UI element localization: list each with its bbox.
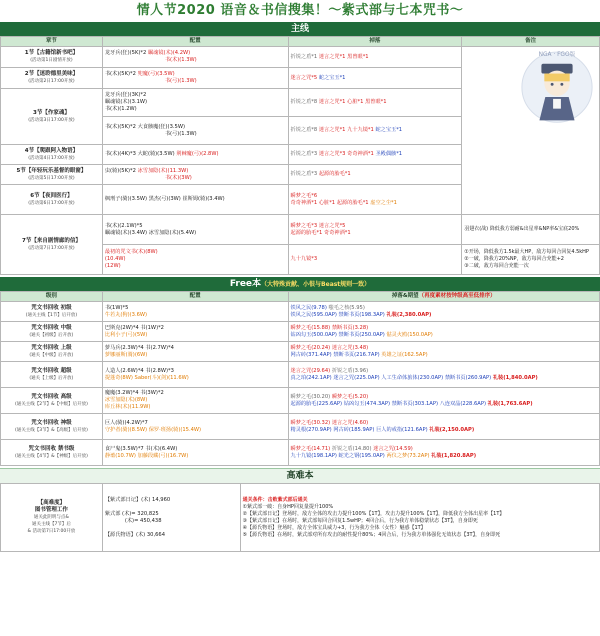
level-cell: 咒文书回收 禁书级 (通关主线【4节】&【神级】后开放) — [1, 440, 103, 466]
table-row — [1, 47, 600, 68]
level-cell: 咒文书回收 上级 (通关【中级】后开放) — [1, 342, 103, 362]
free-table — [0, 291, 600, 466]
level-cell: 咒文书回收 超级 (通关【上级】后开放) — [1, 362, 103, 388]
header-config: 配置 — [102, 292, 288, 302]
drop-cell: 瞬梦之毛(30.20) 瞬梦之毛(5.20) 起源的胎毛(225.6AP) 钻凶勾玉(474.3AP) 禁断书页(303.1AP) 八连双晶(228.6AP) 礼装(1,763.6AP) — [288, 388, 599, 414]
table-row — [1, 302, 600, 322]
drop-cell: 瞬梦之毛(15.88) 禁断书页(3.28) 钻凶勾玉(500.0AP) 禁断书页(250.0AP) 骷灵火鸥(150.0AP) — [288, 322, 599, 342]
level-cell: 咒文书回收 初级 (通关主线【1节】后开放) — [1, 302, 103, 322]
main-header-row — [1, 37, 600, 47]
free-header-row — [1, 292, 600, 302]
drop-cell: 瞬梦之毛(14.71) 折锐之盾(14.80) 迷言之咒(14.59) 九十九镜(198.1AP) 蛇光之钢(195.0AP) 两仪之梦(73.2AP) 礼装(1,820.8AP) — [288, 440, 599, 466]
chapter-cell: 5节【年轻玩乐基督的眼窗】 (活动第5日17:00开放) — [1, 165, 103, 185]
main-table — [0, 36, 600, 275]
header-drop: 掉落&期望（再度素材按钟级高至低排序） — [288, 292, 599, 302]
config-cell: 龙牙兵(狂)(5K)*2 瞩魂镜(术)(4.2W) 书(术)(1.3W) — [102, 47, 288, 68]
table-row — [1, 215, 600, 245]
drop-cell: 折锐之盾*3 起源的胎毛*1 — [288, 165, 462, 185]
watermark-text: NGA · FGO版 — [538, 52, 576, 58]
config-cell: 书(术)(5K)*2 大食骸魔(狂)(3.5W) 书(弓)(1.3W) — [102, 117, 288, 145]
note-cell: 羽翅衣(战) 降低我方弱耐&出星率&NP率&宝底20% — [462, 215, 600, 245]
config-cell: 龙牙兵(狂)(3K)*2 瞩魂镜(术)(3.1W) 书(术)(1.2W) — [102, 89, 288, 117]
high-section-title: 高难本 — [0, 468, 600, 483]
mascot-watermark-icon — [518, 45, 596, 145]
config-cell: 虫(骑)(5K)*2 冰雪加隐(术)(11.3W) 书(术)(3W) — [102, 165, 288, 185]
table-row — [1, 362, 600, 388]
high-table — [0, 483, 600, 552]
table-row — [1, 322, 600, 342]
chapter-cell: 1节【古籍馆新书吧】 (活动第1日剧情开放) — [1, 47, 103, 68]
drop-cell: 迷言之咒*5 蛇之宝玉*1 — [288, 68, 462, 89]
config-cell: 枫刑子(骑)(3.5W) 黑杰(弓)(3W) 崔斯姆(骑)(3.4W) — [102, 185, 288, 215]
chapter-cell: 2节【迷聆德里美味】 (活动第2日17:00开放) — [1, 68, 103, 89]
header-drop: 掉落 — [288, 37, 462, 47]
config-cell: 书(术)(2.1W)*5 瞩魂镜(术)(3.4W) 冰雪加隐(术)(5.4W) — [102, 215, 288, 245]
drop-cell: 迷言之咒(29.64) 折锐之盾(3.96) 真之珀(242.1AP) 迷言之咒(225.0AP) 人工生命体旅体(230.0AP) 禁断书页(260.9AP) 礼装(1,840.0AP) — [288, 362, 599, 388]
chapter-cell: 3节【作家魂】 (活动第3日17:00开放) — [1, 89, 103, 145]
drop-cell: 瞬梦之毛(20.24) 迷言之咒(3.48) 网古砖(371.4AP) 禁断书页(216.7AP) 英雄之证(162.5AP) — [288, 342, 599, 362]
level-cell: 咒文书回收 中级 (通关【初级】后开放) — [1, 322, 103, 342]
chapter-cell: 4节【爬跟阿入物语】 (活动第4日17:00开放) — [1, 145, 103, 165]
drop-cell: 瞬梦之毛*3 迷言之咒*5 起源的胎毛*1 奇奇神酒*1 — [288, 215, 462, 245]
config-cell: 人造人(2.6W)*4 书(2.8W)*3 提蓬奇(8W) Saber(斗)(剑)(11.6W) — [102, 362, 288, 388]
header-config: 配置 — [102, 37, 288, 47]
chapter-cell: 7节【来自剧情廊的信】 (活动第7日17:00开放) — [1, 215, 103, 275]
note-cell: ①开场，降低我方1.5k最大HP，敌方每回合回复4.5kHP ②一破，降我方20%NP，敌方每回合充能+2 ③二破，敌方每回合充能一次 — [462, 245, 600, 275]
drop-cell: 瞬梦之毛*6 奇奇神酒*1 心脏*1 起源的胎毛*1 虚空之尘*1 — [288, 185, 462, 215]
drop-cell: 折锐之盾*3 迷言之咒*3 奇奇神酒*1 圣殿偶骸*1 — [288, 145, 462, 165]
chapter-cell: 6节【夜间医行】 (活动第6日17:00开放) — [1, 185, 103, 215]
header-level: 级别 — [1, 292, 103, 302]
config-cell: 魔魔(3.2W)*4 书(3W)*2 冰雪加隐(术)(8W) 库丘林(术)(11.9W) — [102, 388, 288, 414]
high-conditions-cell: 通关条件：击败紫式部后通关 ①紫式部一破：自身HP回复量提升100% ②【紫式部日记】登场时，敌方全体的攻击力提升100%【1T】，攻击力提升100%【1T】，降低我方全体出星率【1T】 ③【紫式部日记】在场时，紫式部每回合回复1.5wHP；4回合后，行为我方单体稳蒙状态【3T】，自身即死 ④【源氏物语】登场时，敌方全体宝具威力+3，行为我方全体（女性）魅惑【1T】 ⑤【源氏物语】在场时，紫式部对所有攻击的耐性提升80%；4回合后，行为我方单体强化无效状态【3T】，自身即死 — [240, 484, 599, 552]
config-cell: 书(1W)*5 牛若丸(狗)(3.6W) — [102, 302, 288, 322]
page-title: 情人节2020 语音＆书信搜集！～紫式部与七本咒书～ — [136, 3, 464, 18]
table-row — [1, 414, 600, 440]
main-section-title: 主线 — [0, 22, 600, 36]
level-cell: 咒文书回收 神级 (通关主线【3节】&【高级】后开放) — [1, 414, 103, 440]
drop-cell: 铁风之民(9.78) 嗤毛之核(5.95) 铁风之民(595.0AP) 禁断书页(198.3AP) 礼装(2,380.0AP) — [288, 302, 599, 322]
config-cell: 萝马兵(2.3W)*4 书(2.7W)*4 萝娜丽斯(骑)(6W) — [102, 342, 288, 362]
config-cell: 书(术)(4K)*3 大蛇(骑)(3.5W) 荆棘魔(弓)(2.8W) — [102, 145, 288, 165]
table-row — [1, 484, 600, 552]
drop-cell: 折锐之盾*1 迷言之咒*1 黑曾眼*1 — [288, 47, 462, 68]
drop-cell: 折锐之盾*8 迷言之咒*1 九十九镜*1 蛇之宝玉*1 — [288, 117, 462, 145]
header-note: 备注 — [462, 37, 600, 47]
table-row — [1, 440, 600, 466]
table-row — [1, 342, 600, 362]
high-config-cell: 【紫式部日记】(术) 14,960 紫式部 (术)= 320,825 (术)= 450,438 【源氏物语】(术) 30,664 — [102, 484, 240, 552]
config-cell: 食尸鬼(3.5W)*7 书(术)(6.4W) 静谧(10.7W) 加藤段藏(弓)(16.7W) — [102, 440, 288, 466]
drop-cell: 九十九镜*3 — [288, 245, 462, 275]
table-row — [1, 388, 600, 414]
high-left-cell: 【高难度】 图书管理工作 通关此阴明与点& 通关主线【7节】后 & 活动第7日17:00开放 — [1, 484, 103, 552]
config-cell: 书(术)(5K)*2 兜魔(弓)(3.5W) 书(弓)(1.3W) — [102, 68, 288, 89]
level-cell: 咒文书回收 高级 (通关主线【2节】&【中级】后开放) — [1, 388, 103, 414]
config-cell: 巨人(骑)(4.2W)*7 守护者(骑)(8.5W) 保罗·班扬(骑)(15.4W) — [102, 414, 288, 440]
free-section-title: Free本（大特殊贡献、小很与Beast规则一致） — [0, 277, 600, 291]
config-cell: 巴斯克(2W)*4 书(1W)*2 比利小子(弓)(5W) — [102, 322, 288, 342]
config-cell: 最初的咒文书(术)(8W) (10.4W) (12W) — [102, 245, 288, 275]
header-chapter: 章节 — [1, 37, 103, 47]
drop-cell: 折锐之盾*8 迷言之咒*1 心脏*1 黑曾眼*1 — [288, 89, 462, 117]
drop-cell: 瞬梦之毛(30.32) 迷言之咒(4.60) 精灵根(270.9AP) 网古砖(185.9AP) 巨人的戒指(121.6AP) 礼装(2,150.0AP) — [288, 414, 599, 440]
